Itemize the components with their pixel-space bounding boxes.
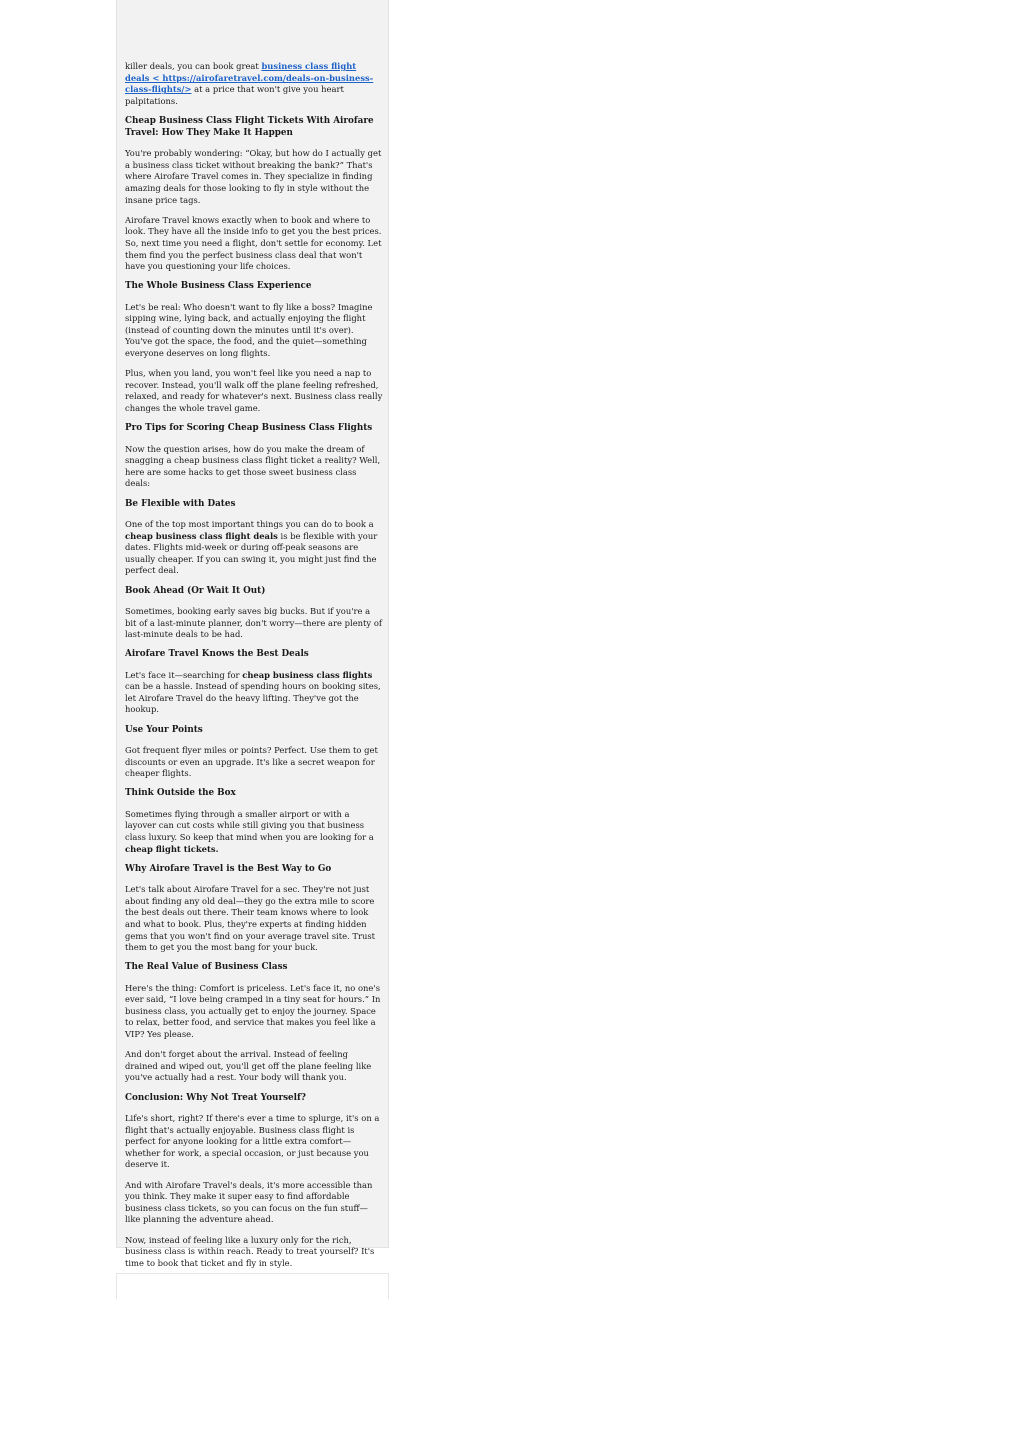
paragraph-cheap-tickets-2: Airofare Travel knows exactly when to book and where to look. They have all the inside info to get you the best prices. So, next time you need a flight, don't settle for economy. Let them find you the perfect business class deal that won't have you questioning your life choices. [125,214,382,272]
heading-pro-tips: Pro Tips for Scoring Cheap Business Class Flights [125,423,373,434]
best-deals-text-after: can be a hassle. Instead of spending hours on booking sites, let Airofare Travel do the heavy lifting. They've got the hookup. [125,681,381,715]
next-card-panel [116,1273,389,1299]
best-deals-text-before: Let's face it—searching for [125,669,243,680]
article-panel [116,0,389,1268]
heading-flexible-dates: Be Flexible with Dates [125,498,236,509]
intro-text-after: at a price that won't give you heart palpitations. [125,84,344,106]
outside-box-text-before: Sometimes flying through a smaller airport or with a layover can cut costs while still giving you that business class luxury. So keep that mind when you are looking for a [125,808,374,842]
paragraph-real-value-2: And don't forget about the arrival. Instead of feeling drained and wiped out, you'll get off the plane feeling like you've actually had a rest. Your body will thank you. [125,1049,372,1083]
intro-paragraph [125,61,383,107]
best-deals-bold-keyword: cheap business class flights [242,669,373,680]
heading-use-points: Use Your Points [125,724,203,735]
heading-outside-box: Think Outside the Box [125,788,236,799]
heading-best-deals: Airofare Travel Knows the Best Deals [125,649,309,660]
heading-book-ahead: Book Ahead (Or Wait It Out) [125,585,266,596]
paragraph-best-deals [125,670,383,716]
paragraph-conclusion-1: Life's short, right? If there's ever a time to splurge, it's on a flight that's actually enjoyable. Business class flight is perfect for anyone looking for a little extra comfort—whether for work, a special occasion, or just because you deserve it. [125,1113,380,1170]
paragraph-book-ahead: Sometimes, booking early saves big bucks. But if you're a bit of a last-minute planner, don't worry—there are plenty of last-minute deals to be had. [125,605,382,640]
heading-experience: The Whole Business Class Experience [125,281,312,292]
paragraph-cheap-tickets-1: You're probably wondering: “Okay, but how do I actually get a business class ticket without breaking the bank?” That's where Airofare Travel comes in. They specialize in finding amazing deals for those looking to fly in style without the insane price tags. [125,148,382,205]
article-body [125,61,383,1278]
business-class-deals-link[interactable]: business class flight deals < https://airofaretravel.com/deals-on-business-class-flights/> [125,61,374,95]
intro-text-before: killer deals, you can book great [125,61,262,71]
paragraph-experience-1: Let's be real: Who doesn't want to fly like a boss? Imagine sipping wine, lying back, and actually enjoying the flight (instead of counting down the minutes until it's over). You've got the space, the food, and the quiet—something everyone deserves on long flights. [125,301,373,359]
paragraph-experience-2: Plus, when you land, you won't feel like you need a nap to recover. Instead, you'll walk off the plane feeling refreshed, relaxed, and ready for whatever's next. Business class really changes the whole travel game. [125,368,383,414]
outside-box-bold-keyword: cheap flight tickets. [125,843,219,854]
heading-cheap-tickets: Cheap Business Class Flight Tickets With Airofare Travel: How They Make It Happen [125,115,374,138]
paragraph-real-value-1: Here's the thing: Comfort is priceless. Let's face it, no one's ever said, “I love being cramped in a tiny seat for hours.” In business class, you actually get to enjoy the journey. Space to relax, better food, and service that makes you feel like a VIP? Yes please. [125,982,381,1040]
paragraph-flexible-dates [125,519,383,577]
flexible-text-after: is be flexible with your dates. Flights mid-week or during off-peak seasons are usually cheaper. If you can swing it, you might just find the perfect deal. [125,530,378,576]
flexible-bold-keyword: cheap business class flight deals [125,530,278,541]
heading-why-airofare: Why Airofare Travel is the Best Way to Go [125,863,332,874]
heading-conclusion: Conclusion: Why Not Treat Yourself? [125,1092,306,1103]
paragraph-pro-tips: Now the question arises, how do you make the dream of snagging a cheap business class flight ticket a reality? Well, here are some hacks to get those sweet business class deals: [125,443,381,489]
paragraph-conclusion-3: Now, instead of feeling like a luxury only for the rich, business class is within reach. Ready to treat yourself? It's time to book that ticket and fly in style. [125,1234,375,1268]
paragraph-use-points: Got frequent flyer miles or points? Perfect. Use them to get discounts or even an upgrade. It's like a secret weapon for cheaper flights. [125,745,378,779]
paragraph-conclusion-2: And with Airofare Travel's deals, it's more accessible than you think. They make it super easy to find affordable business class tickets, so you can focus on the fun stuff—like planning the adventure ahead. [125,1179,373,1225]
flexible-text-before: One of the top most important things you can do to book a [125,518,374,529]
heading-real-value: The Real Value of Business Class [125,962,288,973]
paragraph-outside-box [125,809,383,855]
paragraph-why-airofare: Let's talk about Airofare Travel for a sec. They're not just about finding any old deal—they go the extra mile to score the best deals out there. Their team knows where to look and what to book. Plus, they're experts at finding hidden gems that you won't find on your average travel site. Trust them to get you the most bang for your buck. [125,884,376,953]
